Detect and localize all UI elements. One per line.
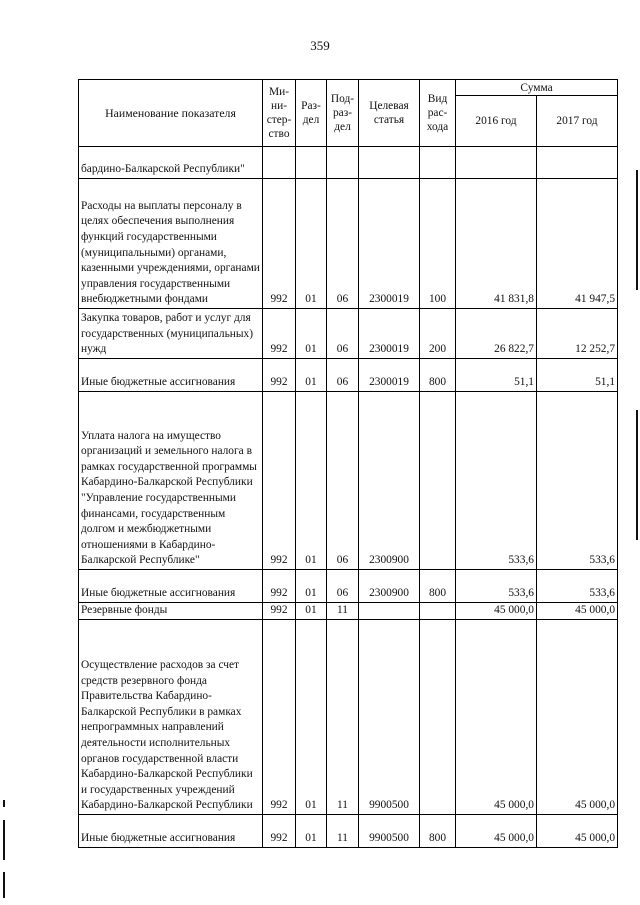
header-year-2017: 2017 год [537, 96, 618, 147]
header-year-2016: 2016 год [456, 96, 537, 147]
table-row: Закупка товаров, работ и услуг для государственных (муниципальных) нужд 992 01 06 2300019 200 26 822,7 12 252,7 [79, 309, 618, 359]
table-row: бардино-Балкарской Республики" [79, 147, 618, 179]
header-section: Раз- дел [296, 80, 327, 147]
table-row: Иные бюджетные ассигнования 992 01 06 2300019 800 51,1 51,1 [79, 359, 618, 392]
scan-edge-mark [636, 410, 638, 540]
budget-table [78, 79, 618, 848]
table-row: Резервные фонды 992 01 11 45 000,0 45 000,0 [79, 603, 618, 620]
header-subsection: Под- раз- дел [327, 80, 359, 147]
header-sum: Сумма [456, 80, 618, 96]
header-name: Наименование показателя [79, 80, 263, 147]
table-row: Иные бюджетные ассигнования 992 01 11 9900500 800 45 000,0 45 000,0 [79, 815, 618, 848]
table-row: Осуществление расходов за счет средств резервного фонда Правительства Кабардино-Балкарской Республики в рамках непрограммных направлений деятельности исполнительных органов государственной власти Кабардино-Балкарской Республики и государственных учреждений Кабардино-Балкарской Республики 992 01 11 9900500 45 000,0 45 000,0 [79, 620, 618, 815]
table-row: Иные бюджетные ассигнования 992 01 06 2300900 800 533,6 533,6 [79, 570, 618, 603]
table-row: Уплата налога на имущество организаций и земельного налога в рамках государственной программы Кабардино-Балкарской Республики "Управление государственными финансами, государственным долгом и межбюджетными отношениями в Кабардино-Балкарской Республике" 992 01 06 2300900 533,6 533,6 [79, 392, 618, 570]
header-expense-type: Вид рас- хода [420, 80, 456, 147]
scan-edge-mark [636, 170, 638, 290]
scan-edge-mark [3, 800, 5, 807]
page-number: 359 [310, 38, 330, 53]
header-target: Целевая статья [359, 80, 420, 147]
table-row: Расходы на выплаты персоналу в целях обеспечения выполнения функций государственными (муниципальными) органами, казенными учреждениями, органами управления государственными внебюджетными фондами 992 01 06 2300019 100 41 831,8 41 947,5 [79, 179, 618, 309]
scan-edge-mark [3, 872, 5, 898]
header-ministry: Ми- ни- стер- ство [263, 80, 296, 147]
scan-edge-mark [3, 820, 5, 860]
